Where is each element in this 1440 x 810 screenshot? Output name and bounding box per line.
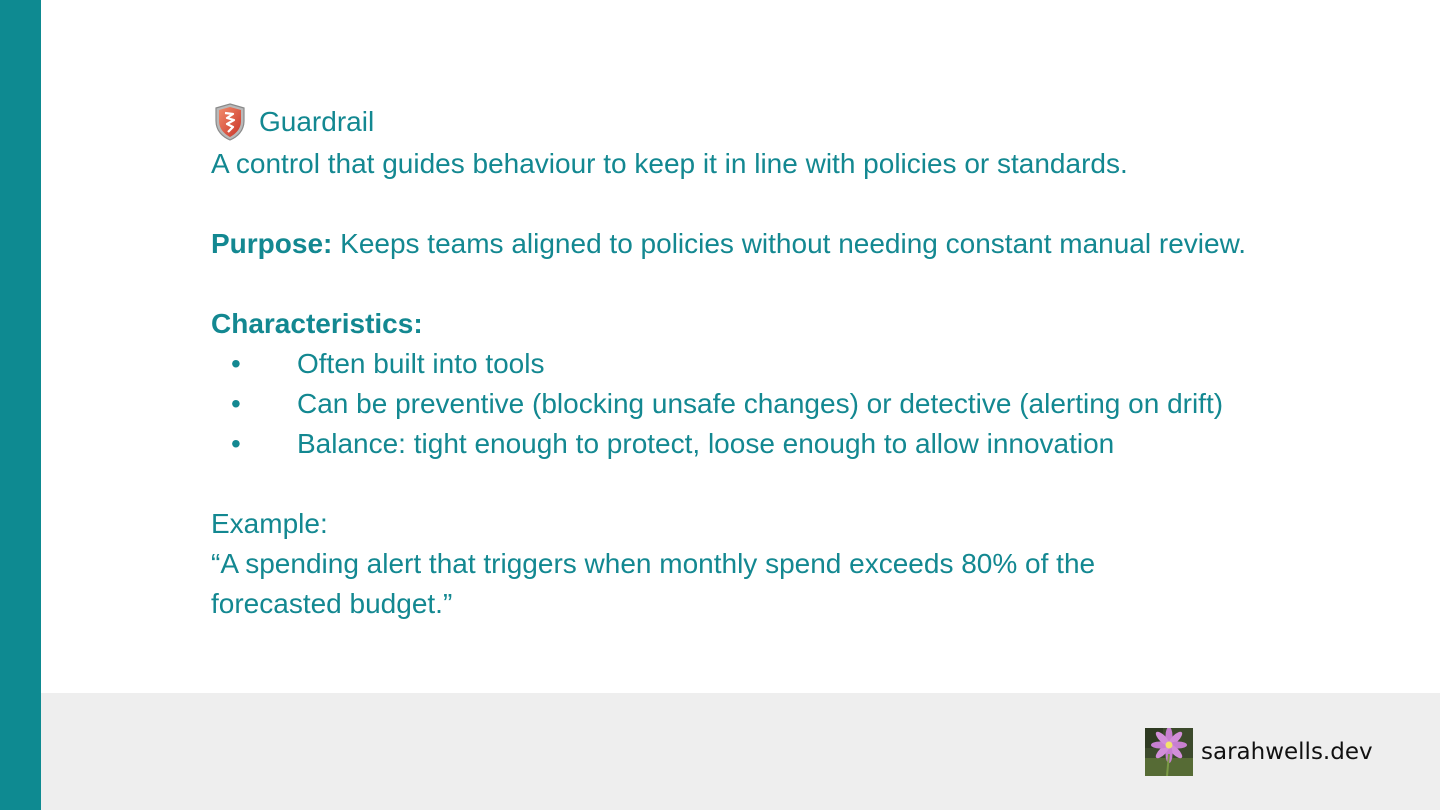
title-row (211, 100, 1361, 144)
list-item-text: Can be preventive (blocking unsafe changes) or detective (alerting on drift) (297, 388, 1224, 419)
example-text: “A spending alert that triggers when monthly spend exceeds 80% of the forecasted budget.” (211, 548, 1096, 619)
footer-brand (1145, 728, 1373, 776)
slide-content (211, 100, 1361, 624)
purpose-text: Keeps teams aligned to policies without needing constant manual review. (332, 228, 1247, 259)
spacer (211, 464, 1361, 504)
characteristics-list (211, 344, 1361, 464)
spacer (211, 184, 1361, 224)
purpose-label: Purpose: (211, 228, 333, 259)
shield-icon (213, 102, 247, 142)
list-item (211, 424, 1361, 464)
flower-avatar (1145, 728, 1193, 776)
slide-title: Guardrail (259, 106, 375, 137)
bullet-dot: • (231, 388, 241, 419)
example-label: Example: (211, 508, 328, 539)
bullet-dot: • (231, 428, 241, 459)
list-item-text: Balance: tight enough to protect, loose enough to allow innovation (297, 428, 1115, 459)
list-item-text: Often built into tools (297, 348, 545, 379)
purpose-paragraph (211, 224, 1361, 264)
accent-bar (0, 0, 41, 810)
spacer (211, 264, 1361, 304)
bullet-dot: • (231, 348, 241, 379)
definition-text: A control that guides behaviour to keep it in line with policies or standards. (211, 148, 1128, 179)
characteristics-label: Characteristics: (211, 308, 423, 339)
list-item (211, 344, 1361, 384)
brand-text: sarahwells.dev (1201, 739, 1373, 765)
list-item (211, 384, 1361, 424)
